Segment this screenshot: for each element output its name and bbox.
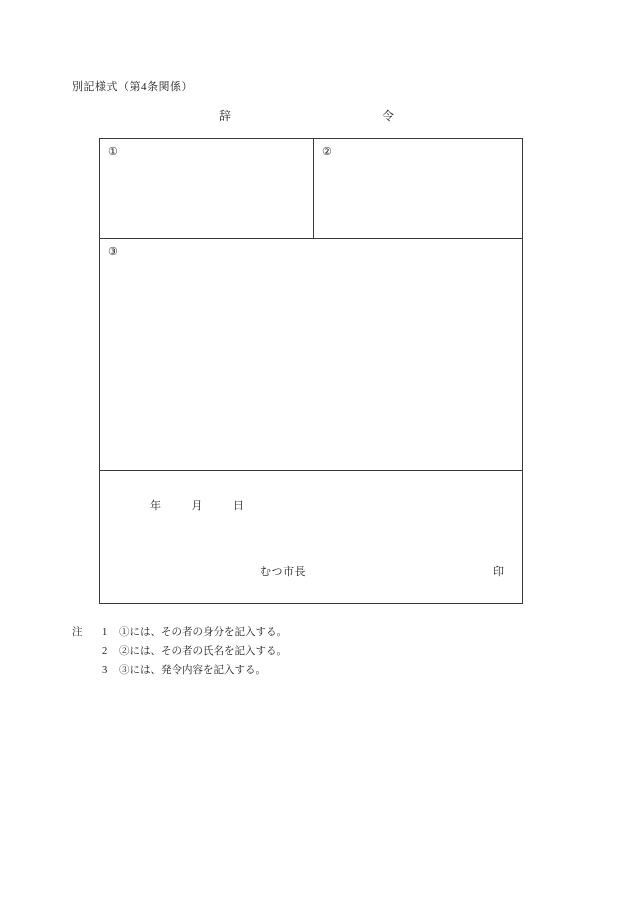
note-text-2: ②には、その者の氏名を記入する。: [119, 646, 287, 657]
notes-section: [72, 623, 532, 680]
date-month: 月: [191, 500, 204, 512]
signature-line: [100, 563, 522, 581]
note-number-2: 2: [102, 646, 108, 657]
document-title: [99, 107, 523, 127]
table-row-top: [100, 139, 522, 239]
note-row-3: [72, 661, 532, 680]
date-day: 日: [233, 500, 245, 512]
title-char-1: 辞: [219, 109, 233, 123]
table-cell-name[interactable]: [314, 139, 522, 238]
note-text-1: ①には、その者の身分を記入する。: [119, 627, 287, 638]
note-number-1: 1: [102, 627, 108, 638]
note-number-3: 3: [102, 665, 108, 676]
cell-marker-1: ①: [108, 146, 118, 158]
title-char-2: 令: [382, 109, 396, 123]
note-row-1: [72, 623, 532, 642]
note-text-3: ③には、発令内容を記入する。: [119, 665, 266, 676]
date-year: 年: [150, 500, 162, 512]
cell-marker-2: ②: [322, 146, 332, 158]
cell-marker-3: ③: [108, 246, 118, 258]
seal-mark: 印: [493, 566, 504, 578]
mayor-title: むつ市長: [260, 566, 306, 578]
appointment-form-table: [99, 138, 523, 604]
note-row-2: [72, 642, 532, 661]
table-cell-status[interactable]: [100, 139, 314, 238]
form-heading: 別記様式（第4条関係）: [72, 81, 193, 93]
notes-label: 注: [72, 627, 83, 638]
table-row-signature: [100, 471, 522, 603]
table-cell-content[interactable]: [100, 239, 522, 471]
date-line: [150, 497, 245, 513]
